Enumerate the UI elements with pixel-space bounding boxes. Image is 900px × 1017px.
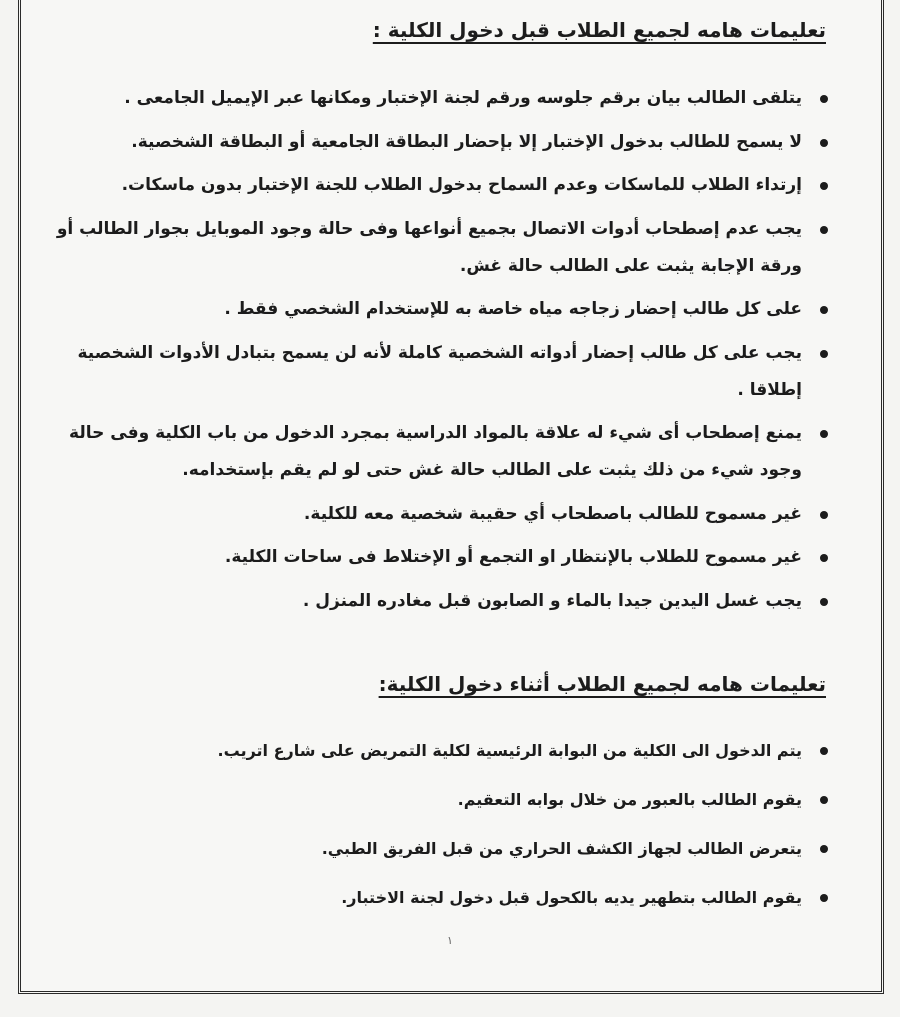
bullet-icon — [820, 554, 828, 562]
page-number: ١ — [447, 934, 453, 947]
bullet-icon — [820, 894, 828, 902]
bullet-icon — [820, 182, 828, 190]
bullet-icon — [820, 430, 828, 438]
bullet-icon — [820, 226, 828, 234]
document-page — [40, 0, 840, 1000]
list-item: يتلقى الطالب بيان برقم جلوسه ورقم لجنة الإختبار ومكانها عبر الإيميل الجامعى . — [50, 80, 840, 117]
list-item: لا يسمح للطالب بدخول الإختبار إلا بإحضار البطاقة الجامعية أو البطاقة الشخصية. — [50, 124, 840, 161]
list-item: غير مسموح للطلاب بالإنتظار او التجمع أو الإختلاط فى ساحات الكلية. — [50, 539, 840, 576]
list-item: يقوم الطالب بالعبور من خلال بوابه التعقيم. — [50, 781, 840, 818]
list-item: غير مسموح للطالب باصطحاب أي حقيبة شخصية معه للكلية. — [50, 496, 840, 533]
list-item: يتعرض الطالب لجهاز الكشف الحراري من قبل الفريق الطبي. — [50, 830, 840, 867]
bullet-icon — [820, 139, 828, 147]
section-title-during-entry: تعليمات هامه لجميع الطلاب أثناء دخول الكلية: — [378, 672, 826, 696]
list-item: يتم الدخول الى الكلية من البوابة الرئيسية لكلية التمريض على شارع اتريب. — [50, 732, 840, 769]
bullet-icon — [820, 598, 828, 606]
bullet-icon — [820, 511, 828, 519]
list-item: يجب على كل طالب إحضار أدواته الشخصية كاملة لأنه لن يسمح بتبادل الأدوات الشخصية إطلاقا . — [50, 335, 840, 409]
bullet-icon — [820, 306, 828, 314]
list-item: إرتداء الطلاب للماسكات وعدم السماح بدخول الطلاب للجنة الإختبار بدون ماسكات. — [50, 167, 840, 204]
list-item: على كل طالب إحضار زجاجه مياه خاصة به للإستخدام الشخصي فقط . — [50, 291, 840, 328]
list-item: يقوم الطالب بتطهير يديه بالكحول قبل دخول لجنة الاختبار. — [50, 879, 840, 916]
instructions-list-during-entry — [50, 732, 840, 928]
instructions-list-before-entry — [50, 80, 840, 626]
bullet-icon — [820, 845, 828, 853]
section-title-before-entry: تعليمات هامه لجميع الطلاب قبل دخول الكلية : — [372, 18, 826, 42]
list-item: يجب عدم إصطحاب أدوات الاتصال بجميع أنواعها وفى حالة وجود الموبايل بجوار الطالب أو ورقة الإجابة يثبت على الطالب حالة غش. — [50, 211, 840, 285]
bullet-icon — [820, 796, 828, 804]
bullet-icon — [820, 95, 828, 103]
list-item: يمنع إصطحاب أى شيء له علاقة بالمواد الدراسية بمجرد الدخول من باب الكلية وفى حالة وجود شيء من ذلك يثبت على الطالب حالة غش حتى لو لم يقم بإستخدامه. — [50, 415, 840, 489]
bullet-icon — [820, 747, 828, 755]
bullet-icon — [820, 350, 828, 358]
list-item: يجب غسل اليدين جيدا بالماء و الصابون قبل مغادره المنزل . — [50, 583, 840, 620]
